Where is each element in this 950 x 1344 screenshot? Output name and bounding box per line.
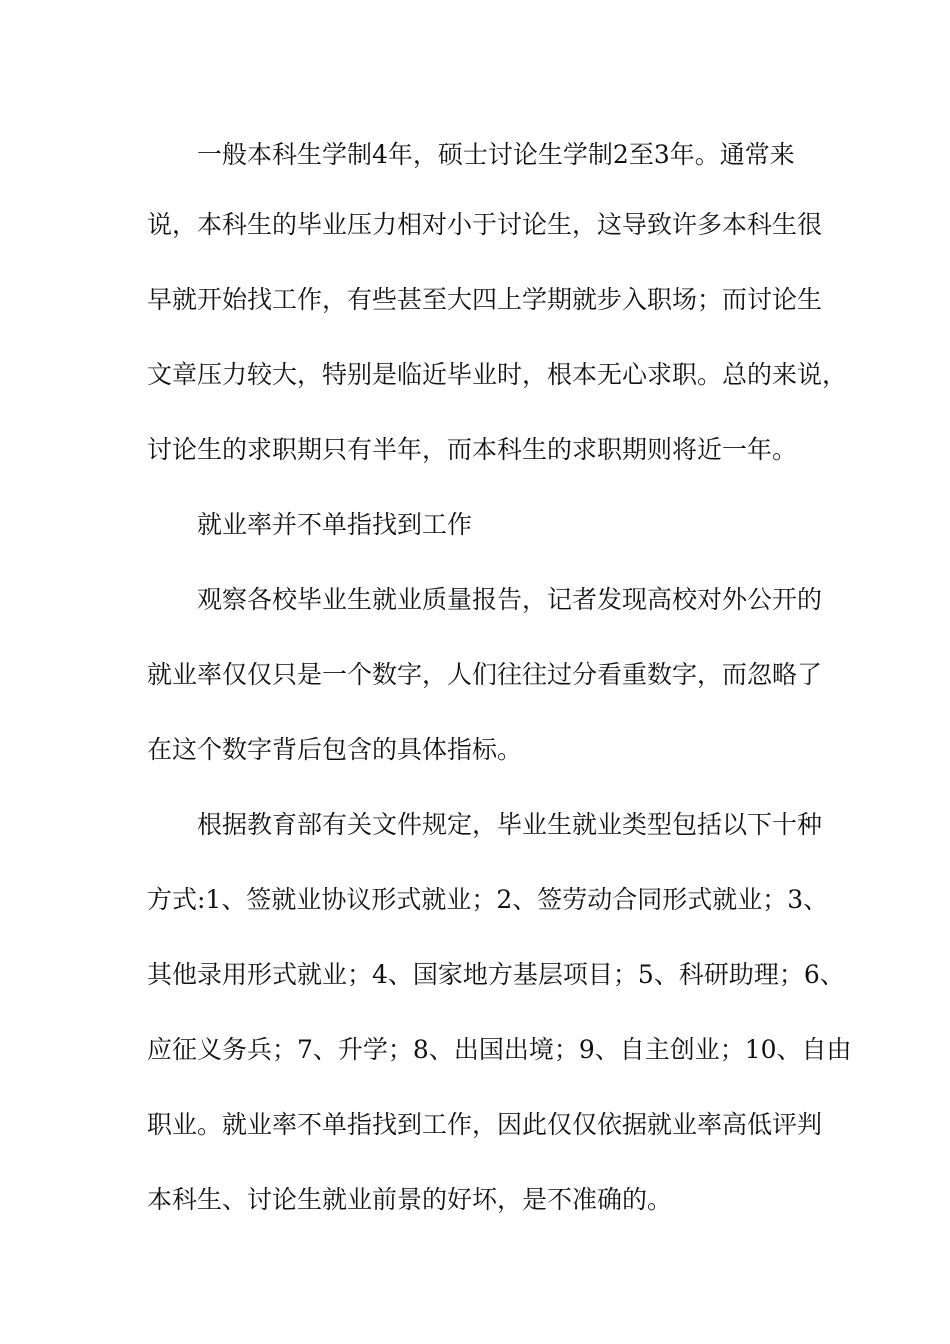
paragraph-2-line-2: 就业率仅仅只是一个数字，人们往往过分看重数字，而忽略了 [147,660,823,689]
paragraph-2-line-1: 观察各校毕业生就业质量报告，记者发现高校对外公开的 [197,585,823,614]
paragraph-3-line-3: 其他录用形式就业；4、国家地方基层项目；5、科研助理；6、 [147,960,845,989]
paragraph-1-line-3: 早就开始找工作，有些甚至大四上学期就步入职场；而讨论生 [147,285,823,314]
paragraph-3-line-2: 方式:1、签就业协议形式就业；2、签劳动合同形式就业；3、 [147,885,829,914]
paragraph-3-line-1: 根据教育部有关文件规定，毕业生就业类型包括以下十种 [197,810,823,839]
section-heading: 就业率并不单指找到工作 [197,510,473,539]
paragraph-3-line-4: 应征义务兵；7、升学；8、出国出境；9、自主创业；10、自由 [147,1035,852,1064]
paragraph-1-line-2: 说，本科生的毕业压力相对小于讨论生，这导致许多本科生很 [147,210,823,239]
paragraph-3-line-6: 本科生、讨论生就业前景的好坏，是不准确的。 [147,1185,673,1214]
paragraph-1-line-1: 一般本科生学制4年，硕士讨论生学制2至3年。通常来 [197,140,795,169]
paragraph-1-line-4: 文章压力较大，特别是临近毕业时，根本无心求职。总的来说， [147,360,848,389]
paragraph-3-line-5: 职业。就业率不单指找到工作，因此仅仅依据就业率高低评判 [147,1110,823,1139]
paragraph-1-line-5: 讨论生的求职期只有半年，而本科生的求职期则将近一年。 [147,435,798,464]
paragraph-2-line-3: 在这个数字背后包含的具体指标。 [147,735,523,764]
